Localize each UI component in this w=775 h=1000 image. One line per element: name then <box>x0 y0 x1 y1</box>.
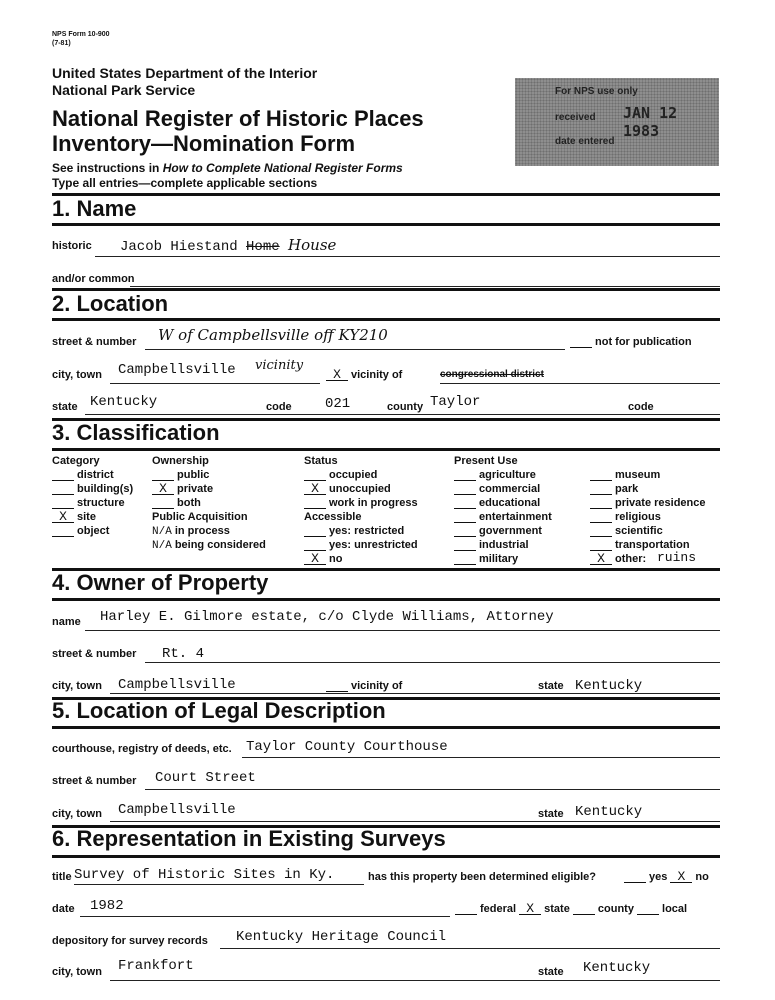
section-5-title: 5. Location of Legal Description <box>52 698 386 723</box>
checkbox-option[interactable]: park <box>590 483 706 497</box>
checkbox-option[interactable]: X other: <box>590 553 706 567</box>
column-header: Category <box>52 455 100 467</box>
checkbox-option[interactable]: N/A in process <box>152 525 230 538</box>
checkbox-option[interactable]: building(s) <box>52 483 133 497</box>
checkbox-option[interactable]: yes: unrestricted <box>304 539 418 553</box>
checkbox-option[interactable]: military <box>454 553 552 567</box>
column-header: Ownership <box>152 455 209 467</box>
form-number: NPS Form 10-900 (7-81) <box>52 31 110 47</box>
form-title: National Register of Historic Places Inventory—Nomination Form <box>52 106 424 156</box>
county-value: Taylor <box>430 394 481 410</box>
section-2-title: 2. Location <box>52 291 169 316</box>
owner-name: Harley E. Gilmore estate, c/o Clyde Williams, Attorney <box>100 609 554 625</box>
checkbox-option[interactable]: N/A being considered <box>152 539 266 552</box>
checkbox-option[interactable]: work in progress <box>304 497 418 511</box>
historic-label: historic <box>52 240 92 252</box>
status-column <box>304 455 418 567</box>
historic-value: Jacob Hiestand Home House <box>120 236 337 255</box>
checkbox-option[interactable]: religious <box>590 511 706 525</box>
checkbox-option[interactable]: scientific <box>590 525 706 539</box>
checkbox-option[interactable]: X private <box>152 483 266 497</box>
column-header: Present Use <box>454 455 518 467</box>
checkbox-option[interactable]: district <box>52 469 133 483</box>
checkbox-option[interactable]: transportation <box>590 539 706 553</box>
section-4-title: 4. Owner of Property <box>52 570 269 595</box>
checkbox-option[interactable]: X unoccupied <box>304 483 418 497</box>
present-use-left <box>454 455 552 567</box>
section-1-title: 1. Name <box>52 196 137 221</box>
checkbox-option[interactable]: X site <box>52 511 133 525</box>
other-use-value: ruins <box>657 550 697 565</box>
checkbox-option[interactable]: X no <box>304 553 418 567</box>
agency-block: United States Department of the Interior National Park Service <box>52 65 318 98</box>
checkbox-option[interactable]: industrial <box>454 539 552 553</box>
checkbox-option[interactable]: educational <box>454 497 552 511</box>
checkbox-option[interactable]: government <box>454 525 552 539</box>
checkbox-option[interactable]: structure <box>52 497 133 511</box>
common-label: and/or common <box>52 273 135 285</box>
category-column <box>52 455 133 539</box>
checkbox-option[interactable]: both <box>152 497 266 511</box>
section-3-title: 3. Classification <box>52 420 220 445</box>
column-header: Public Acquisition <box>152 511 248 523</box>
checkbox-option[interactable]: agriculture <box>454 469 552 483</box>
section-6-title: 6. Representation in Existing Surveys <box>52 826 446 851</box>
nps-use-stamp: For NPS use only received JAN 12 1983 date entered <box>515 78 719 166</box>
checkbox-option[interactable]: object <box>52 525 133 539</box>
instructions: See instructions in How to Complete National Register Forms Type all entries—complete applicable sections <box>52 161 403 190</box>
ownership-column <box>152 455 266 553</box>
checkbox-option[interactable]: entertainment <box>454 511 552 525</box>
street-value: W of Campbellsville off KY210 <box>158 326 388 344</box>
column-header: Accessible <box>304 511 362 523</box>
state-value: Kentucky <box>90 394 158 410</box>
checkbox-option[interactable]: commercial <box>454 483 552 497</box>
checkbox-option[interactable]: museum <box>590 469 706 483</box>
checkbox-option[interactable]: yes: restricted <box>304 525 418 539</box>
not-for-publication: not for publication <box>570 336 692 348</box>
street-label: street & number <box>52 336 137 348</box>
city-value: Campbellsville <box>118 362 236 378</box>
checkbox-option[interactable]: private residence <box>590 497 706 511</box>
survey-title: Survey of Historic Sites in Ky. <box>74 867 335 883</box>
checkbox-option[interactable]: occupied <box>304 469 418 483</box>
column-header: Status <box>304 455 338 467</box>
checkbox-option[interactable]: public <box>152 469 266 483</box>
